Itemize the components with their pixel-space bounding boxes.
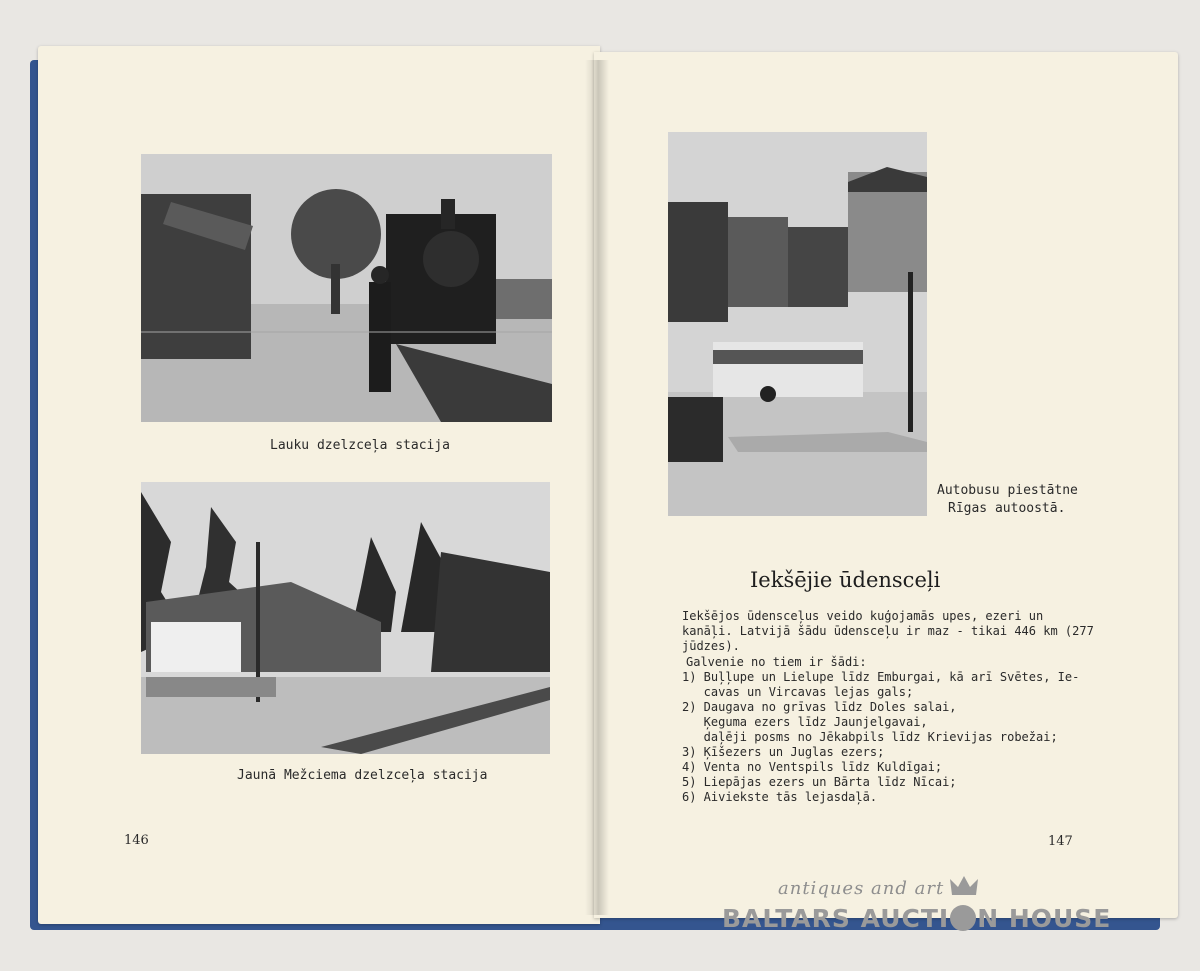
intro-line: kanāļi. Latvijā šādu ūdensceļu ir maz - tikai 446 km (277 <box>682 624 1094 638</box>
photo-caption-top: Lauku dzelzceļa stacija <box>270 438 451 453</box>
list-item: 2) Daugava no grīvas līdz Doles salai, <box>682 700 957 714</box>
book-gutter-shadow <box>585 60 609 915</box>
photo-mezciems-station-image <box>141 482 550 754</box>
photo-bus-station <box>668 132 927 516</box>
page-number-right: 147 <box>1048 834 1073 849</box>
watermark-o-circle <box>950 905 976 931</box>
list-item: Galvenie no tiem ir šādi: <box>686 655 867 669</box>
photo-caption-bottom: Jaunā Mežciema dzelzceļa stacija <box>237 768 488 783</box>
photo-railway-station-image <box>141 154 552 422</box>
list-item: 3) Ķīšezers un Juglas ezers; <box>682 745 885 759</box>
waterways-list <box>682 655 1082 805</box>
watermark-tagline: antiques and art <box>778 878 945 899</box>
list-item: 4) Venta no Ventspils līdz Kuldīgai; <box>682 760 943 774</box>
auction-house-watermark <box>722 878 1122 948</box>
right-page <box>594 52 1178 918</box>
photo-bus-station-image <box>668 132 927 516</box>
intro-paragraph <box>682 609 1094 654</box>
photo-mezciems-station <box>141 482 550 754</box>
watermark-brand-part2: N HOUSE <box>977 904 1112 933</box>
intro-line: jūdzes). <box>682 639 740 653</box>
intro-line: Iekšējos ūdensceļus veido kuģojamās upes, ezeri un <box>682 609 1044 623</box>
list-item: Ķeguma ezers līdz Jaunjelgavai, <box>682 715 928 729</box>
photo-caption-bus-line1: Autobusu piestātne <box>937 483 1078 498</box>
list-item: 5) Liepājas ezers un Bārta līdz Nīcai; <box>682 775 957 789</box>
watermark-brand-part1: BALTARS AUCTI <box>722 904 950 933</box>
photo-railway-station <box>141 154 552 422</box>
photo-caption-bus-line2: Rīgas autoostā. <box>948 501 1066 516</box>
crown-icon <box>950 875 978 897</box>
watermark-brand <box>722 904 1111 933</box>
list-item: 6) Aiviekste tās lejasdaļā. <box>682 790 878 804</box>
list-item: 1) Buļļupe un Lielupe līdz Emburgai, kā arī Svētes, Ie- <box>682 670 1080 684</box>
section-heading: Iekšējie ūdensceļi <box>750 568 941 592</box>
page-number-left: 146 <box>124 833 149 848</box>
left-page <box>38 46 600 924</box>
list-item: daļēji posms no Jēkabpils līdz Krievijas robežai; <box>682 730 1058 744</box>
list-item: cavas un Vircavas lejas gals; <box>682 685 914 699</box>
